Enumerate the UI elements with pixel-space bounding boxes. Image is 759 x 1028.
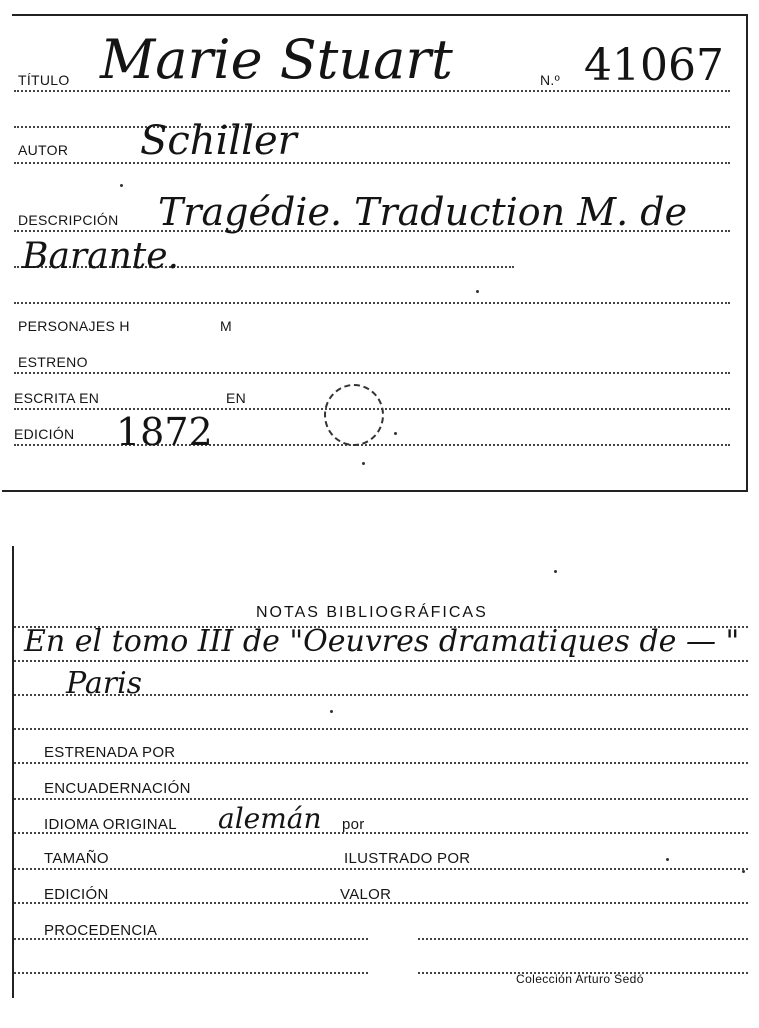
numero-value: 41067 xyxy=(584,40,724,91)
ink-speck xyxy=(394,432,397,435)
dotted-line xyxy=(14,728,748,730)
idioma-label: IDIOMA ORIGINAL xyxy=(44,816,177,833)
ilustrado-label: ILUSTRADO POR xyxy=(344,850,471,867)
card-top-edge xyxy=(12,14,748,16)
numero-label: N.º xyxy=(540,72,561,88)
escrita-en-label: EN xyxy=(226,390,247,406)
descripcion-label: DESCRIPCIÓN xyxy=(18,212,119,228)
dotted-line xyxy=(14,162,730,164)
notas-line2: Paris xyxy=(66,666,143,701)
edicion-value: 1872 xyxy=(116,410,213,454)
tamano-label: TAMAÑO xyxy=(44,850,109,867)
notas-line1: En el tomo III de "Oeuvres dramatiques de — " xyxy=(24,624,740,659)
valor-label: VALOR xyxy=(340,886,392,903)
descripcion-line2: Barante. xyxy=(22,236,179,277)
dotted-line xyxy=(14,762,748,764)
dotted-line xyxy=(14,798,748,800)
card-bottom-edge xyxy=(2,490,748,492)
ink-speck xyxy=(330,710,333,713)
card-left-edge xyxy=(12,546,14,998)
ink-speck xyxy=(362,462,365,465)
idioma-por-label: por xyxy=(342,816,365,833)
card-right-edge xyxy=(746,14,748,490)
punch-hole xyxy=(324,384,384,446)
ink-speck xyxy=(666,858,669,861)
descripcion-line1: Tragédie. Traduction M. de xyxy=(158,190,688,234)
catalog-card-front xyxy=(0,0,759,496)
notas-heading: NOTAS BIBLIOGRÁFICAS xyxy=(256,604,488,621)
dotted-line xyxy=(14,660,748,662)
titulo-value: Marie Stuart xyxy=(100,28,453,91)
autor-value: Schiller xyxy=(140,118,297,164)
ink-speck xyxy=(120,184,123,187)
personajes-m-label: M xyxy=(220,318,232,334)
dotted-line xyxy=(14,372,730,374)
edicion-label: EDICIÓN xyxy=(14,426,75,442)
procedencia-label: PROCEDENCIA xyxy=(44,922,158,939)
coleccion-credit: Colección Arturo Sedó xyxy=(516,972,644,986)
estreno-label: ESTRENO xyxy=(18,354,88,370)
ink-speck xyxy=(476,290,479,293)
dotted-line xyxy=(14,868,748,870)
encuadernacion-label: ENCUADERNACIÓN xyxy=(44,780,191,797)
catalog-card-back xyxy=(0,540,759,1028)
ink-speck xyxy=(742,870,745,873)
escrita-label: ESCRITA EN xyxy=(14,390,100,406)
ink-speck xyxy=(554,570,557,573)
titulo-label: TÍTULO xyxy=(18,72,70,88)
autor-label: AUTOR xyxy=(18,142,69,158)
dotted-line xyxy=(14,126,730,128)
estrenada-label: ESTRENADA POR xyxy=(44,744,176,761)
edicion-back-label: EDICIÓN xyxy=(44,886,109,903)
punch-hole-gap xyxy=(370,910,418,980)
personajes-label: PERSONAJES H xyxy=(18,318,130,334)
dotted-line xyxy=(14,302,730,304)
idioma-value: alemán xyxy=(218,802,322,835)
